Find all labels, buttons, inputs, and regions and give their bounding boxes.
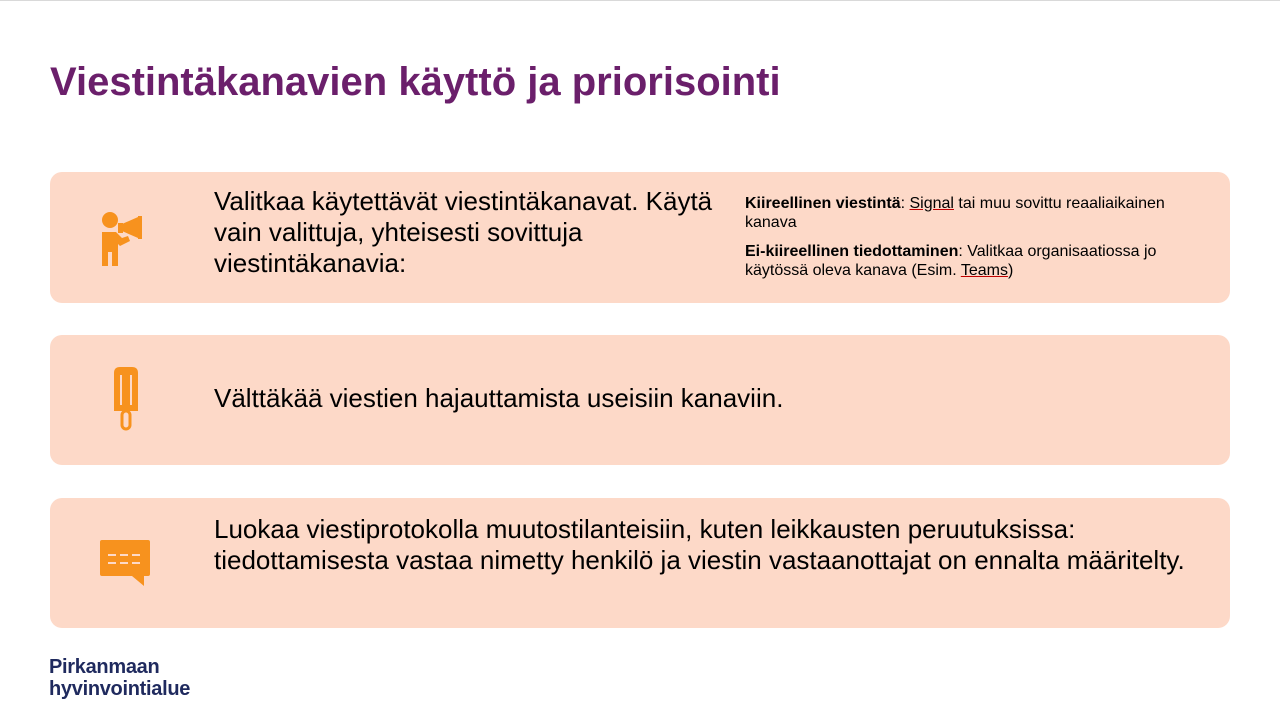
urgent-channel-item: Kiireellinen viestintä: Signal tai muu sovittu reaaliaikainen kanava (745, 195, 1165, 231)
chat-bubble-icon (98, 538, 154, 590)
card-main-text: Luokaa viestiprotokolla muutostilanteisiin, kuten leikkausten peruutuksissa: tiedottamisesta vastaa nimetty henkilö ja viestin vastaanottajat on ennalta määritelty. (214, 514, 1185, 575)
slide-title: Viestintäkanavien käyttö ja priorisointi (50, 60, 781, 104)
signal-term: Signal (909, 195, 954, 212)
card-main-text: Välttäkää viestien hajauttamista useisiin kanaviin. (214, 383, 784, 413)
card-main-text: Valitkaa käytettävät viestintäkanavat. Käytä vain valittuja, yhteisesti sovittuja viestintäkanavia: (214, 186, 713, 278)
card-protocol (50, 498, 1230, 628)
top-divider (0, 0, 1280, 1)
organization-logo (49, 656, 190, 700)
logo-line-1: Pirkanmaan (49, 656, 160, 678)
card-avoid-spread (50, 335, 1230, 465)
megaphone-person-icon (98, 208, 154, 268)
channel-details (745, 194, 1220, 290)
non-urgent-channel-item: Ei-kiireellinen tiedottaminen: Valitkaa organisaatiossa jo käytössä oleva kanava (Esim. Teams) (745, 243, 1157, 279)
card-channels (50, 172, 1230, 303)
popsicle-icon (108, 365, 144, 435)
teams-term: Teams (960, 262, 1008, 279)
logo-line-2: hyvinvointialue (49, 678, 191, 700)
